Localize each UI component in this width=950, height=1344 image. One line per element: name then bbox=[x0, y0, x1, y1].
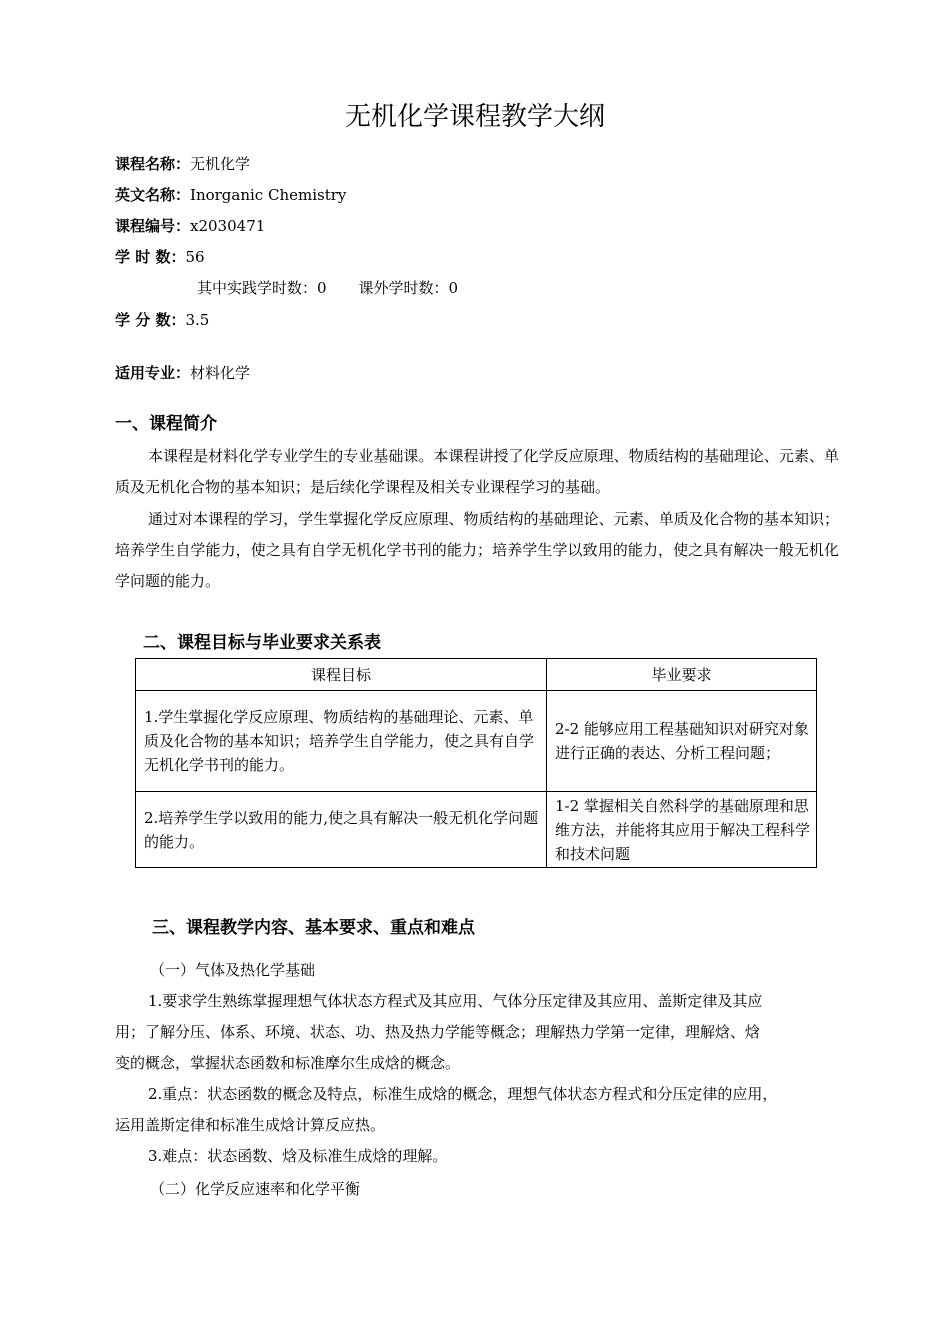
section1-paragraph-2: 通过对本课程的学习，学生掌握化学反应原理、物质结构的基础理论、元素、单质及化合物的基本知识；培养学生自学能力，使之具有自学无机化学书刊的能力；培养学生学以致用的能力，使之具有解决一般无机化学问题的能力。 bbox=[115, 510, 839, 590]
table-cell-goal: 2.培养学生学以致用的能力,使之具有解决一般无机化学问题的能力。 bbox=[136, 792, 547, 868]
table-header-goal: 课程目标 bbox=[136, 659, 547, 691]
part1-title: （一）气体及热化学基础 bbox=[150, 961, 316, 979]
hours-breakdown-row bbox=[197, 277, 458, 299]
part2-title: （二）化学反应速率和化学平衡 bbox=[150, 1180, 361, 1198]
credits-label: 学 分 数： bbox=[115, 311, 186, 329]
table-row bbox=[136, 792, 817, 868]
hours-value: 56 bbox=[185, 248, 205, 266]
extra-hours: 课外学时数：0 bbox=[358, 279, 459, 297]
goals-requirements-table bbox=[135, 658, 817, 868]
table-row bbox=[136, 691, 817, 792]
credits-row bbox=[115, 309, 209, 331]
section1-heading: 一、课程简介 bbox=[115, 414, 217, 434]
item1-line-2: 用；了解分压、体系、环境、状态、功、热及热力学能等概念；理解热力学第一定律，理解焓、焓 bbox=[115, 1023, 761, 1041]
major-value: 材料化学 bbox=[190, 364, 251, 382]
hours-row bbox=[115, 246, 205, 268]
item2-line-2: 运用盖斯定律和标准生成焓计算反应热。 bbox=[115, 1116, 386, 1134]
item2-line-1: 2.重点：状态函数的概念及特点，标准生成焓的概念，理想气体状态方程式和分压定律的应用， bbox=[148, 1085, 778, 1103]
english-name-value: Inorganic Chemistry bbox=[190, 186, 347, 204]
major-label: 适用专业： bbox=[115, 364, 191, 382]
course-name-value: 无机化学 bbox=[190, 155, 251, 173]
table-cell-goal: 1.学生掌握化学反应原理、物质结构的基础理论、元素、单质及化合物的基本知识；培养学生自学能力，使之具有自学无机化学书刊的能力。 bbox=[136, 691, 547, 792]
table-header-row bbox=[136, 659, 817, 691]
section1-paragraph-1: 本课程是材料化学专业学生的专业基础课。本课程讲授了化学反应原理、物质结构的基础理论、元素、单质及无机化合物的基本知识；是后续化学课程及相关专业课程学习的基础。 bbox=[115, 447, 839, 496]
english-name-label: 英文名称： bbox=[115, 186, 191, 204]
section2-heading: 二、课程目标与毕业要求关系表 bbox=[143, 633, 381, 653]
table-cell-requirement: 2-2 能够应用工程基础知识对研究对象进行正确的表达、分析工程问题； bbox=[547, 691, 817, 792]
hours-label: 学 时 数： bbox=[115, 248, 186, 266]
item1-line-3: 变的概念，掌握状态函数和标准摩尔生成焓的概念。 bbox=[115, 1054, 461, 1072]
course-code-label: 课程编号： bbox=[115, 217, 191, 235]
course-code-row bbox=[115, 215, 265, 237]
credits-value: 3.5 bbox=[185, 311, 210, 329]
page-title: 无机化学课程教学大纲 bbox=[344, 102, 605, 132]
course-name-label: 课程名称： bbox=[115, 155, 191, 173]
practice-hours: 其中实践学时数：0 bbox=[197, 279, 327, 297]
course-name-row bbox=[115, 153, 250, 175]
course-code-value: x2030471 bbox=[190, 217, 266, 235]
table-header-requirement: 毕业要求 bbox=[547, 659, 817, 691]
table-cell-requirement: 1-2 掌握相关自然科学的基础原理和思维方法，并能将其应用于解决工程科学和技术问题 bbox=[547, 792, 817, 868]
english-name-row bbox=[115, 184, 346, 206]
item1-line-1: 1.要求学生熟练掌握理想气体状态方程式及其应用、气体分压定律及其应用、盖斯定律及其应 bbox=[148, 992, 763, 1010]
item3: 3.难点：状态函数、焓及标准生成焓的理解。 bbox=[148, 1147, 448, 1165]
major-row bbox=[115, 362, 250, 384]
section3-heading: 三、课程教学内容、基本要求、重点和难点 bbox=[152, 918, 475, 938]
